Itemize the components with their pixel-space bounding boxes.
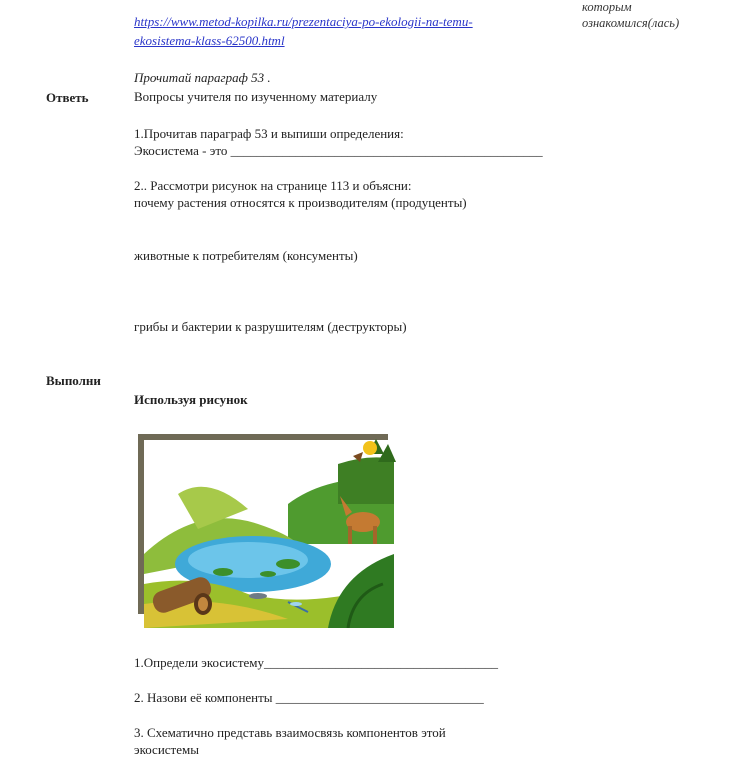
ecosystem-illustration-svg [138,434,396,628]
teacher-questions-heading: Вопросы учителя по изученному материалу [134,89,378,104]
question-2-line-1: 2.. Рассмотри рисунок на странице 113 и объясни: [134,178,412,193]
task-2-name-components: 2. Назови её компоненты ________________________________ [134,690,484,705]
read-paragraph-instruction: Прочитай параграф 53 . [134,70,271,85]
task-3-line-1: 3. Схематично представь взаимосвязь компонентов этой [134,725,446,740]
fungi-question: грибы и бактерии к разрушителям (деструкторы) [134,319,407,334]
source-link-line-1[interactable]: https://www.metod-kopilka.ru/prezentaciya-po-ekologii-na-temu- [134,14,473,29]
task-1-define-ecosystem: 1.Определи экосистему____________________________________ [134,655,499,670]
side-note-line-2: ознакомился(лась) [582,16,680,30]
question-1-line-1: 1.Прочитав параграф 53 и выпиши определения: [134,126,404,141]
ecosystem-illustration [138,434,396,628]
question-2-line-2: почему растения относятся к производителям (продуценты) [134,195,467,210]
source-link-line-2[interactable]: ekosistema-klass-62500.html [134,33,285,48]
animals-question: животные к потребителям (консументы) [134,248,358,263]
answer-label: Ответь [46,90,89,105]
do-label: Выполни [46,373,101,388]
question-1-line-2: Экосистема - это ________________________________________________ [134,143,543,158]
side-note-line-1: которым [582,0,632,14]
task-3-line-2: экосистемы [134,742,199,757]
using-picture-heading: Используя рисунок [134,392,248,407]
